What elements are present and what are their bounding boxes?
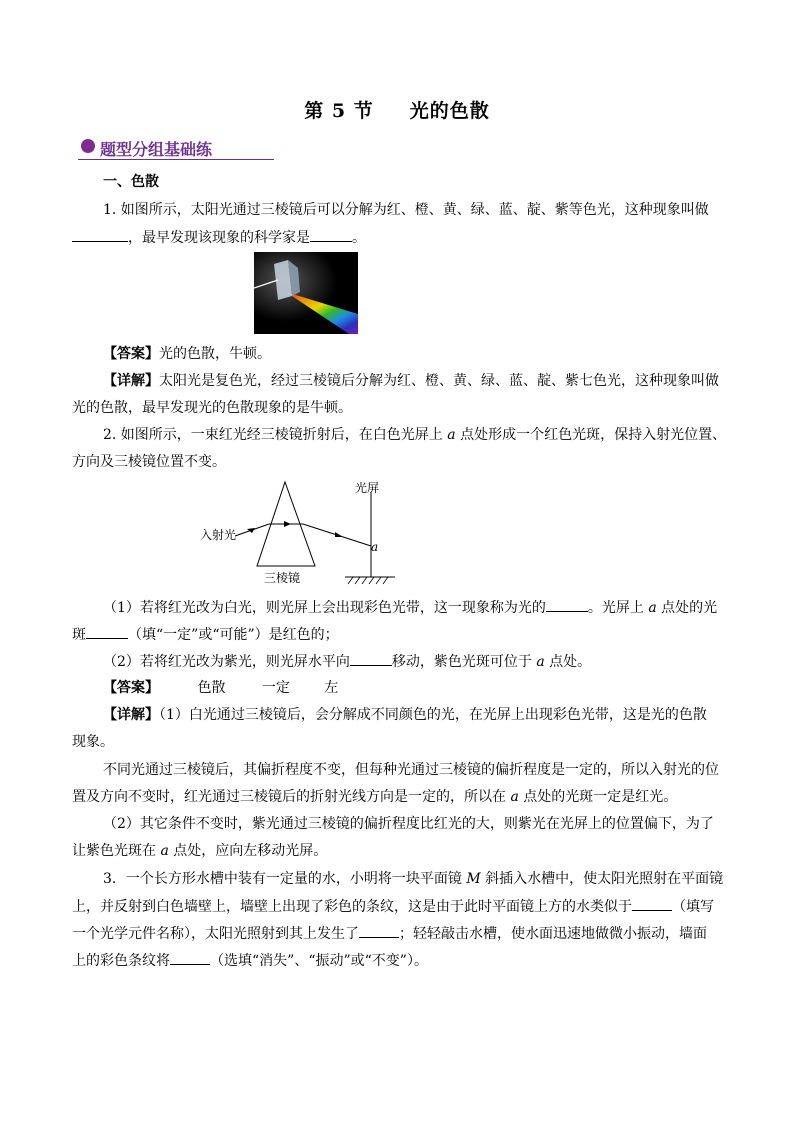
q3-line-1: 3．一个长方形水槽中装有一定量的水，小明将一块平面镜 M 斜插入水槽中，使太阳光照射在平面镜 [103,871,724,887]
q1-line-1: 1. 如图所示，太阳光通过三棱镜后可以分解为红、橙、黄、绿、蓝、靛、紫等色光，这种现象叫做 [103,202,709,218]
q2-detail-line-5: （2）其它条件不变时，紫光通过三棱镜的偏折程度比红光的大，则紫光在光屏上的位置偏下，为了 [103,816,714,832]
section-heading [78,137,274,160]
q2-part-1-line-1: （1）若将红光改为白光，则光屏上会出现彩色光带，这一现象称为光的 。光屏上 a 点处的光 [103,597,717,618]
q3-line-4: 上的彩色条纹将 （选填“消失”、“振动”或“不变”）。 [72,950,428,971]
section-name: 光的色散 [409,100,490,122]
q2-blank-3[interactable] [350,651,392,666]
q3-blank-3[interactable] [170,950,210,965]
q1-answer: 【答案】光的色散，牛顿。 [103,346,271,362]
q2-line-2: 方向及三棱镜位置不变。 [72,454,226,470]
q2-detail-line-2: 现象。 [72,734,114,750]
diagram-label-point-a: a [371,540,379,554]
q3-line-3: 一个光学元件名称），太阳光照射到其上发生了 ；轻轻敲击水槽，使水面迅速地做微小振动，墙面 [72,923,707,944]
q2-detail-line-6: 让紫色光斑在 a 点处，应向左移动光屏。 [72,843,328,859]
diagram-label-prism: 三棱镜 [264,571,301,585]
q1-blank-2[interactable] [310,227,352,242]
section-number: 第 5 节 [304,100,374,122]
bullet-dot-icon [81,139,95,153]
section-heading-text: 题型分组基础练 [100,140,213,159]
q2-blank-2[interactable] [86,624,128,639]
diagram-label-screen: 光屏 [355,481,380,495]
q1-blank-1[interactable] [72,227,128,242]
prism-spectrum-photo [254,252,358,334]
q2-line-1: 2. 如图所示，一束红光经三棱镜折射后，在白色光屏上 a 点处形成一个红色光斑，保持入射光位置、 [103,427,727,443]
q1-detail-line-2: 光的色散，最早发现光的色散现象的是牛顿。 [72,400,352,416]
q1-line-2: ，最早发现该现象的科学家是 。 [72,227,366,248]
q2-detail-line-3: 不同光通过三棱镜后，其偏折程度不变，但每种光通过三棱镜的偏折程度是一定的，所以入射光的位 [103,762,719,778]
q2-blank-1[interactable] [546,597,588,612]
q3-blank-2[interactable] [359,923,399,938]
q2-part-2: （2）若将红光改为紫光，则光屏水平向 移动，紫色光斑可位于 a 点处。 [103,651,591,672]
q3-blank-1[interactable] [632,896,672,911]
q2-answer: 【答案】 色散 一定 左 [103,680,339,696]
subsection-title: 一、色散 [103,174,159,190]
q2-part-1-line-2: 斑 （填“一定”或“可能”）是红色的； [72,624,339,645]
q2-detail-line-1: 【详解】（1）白光通过三棱镜后，会分解成不同颜色的光，在光屏上出现彩色光带，这是光的色散 [103,707,707,723]
page-title [0,96,794,123]
q1-detail-line-1: 【详解】太阳光是复色光，经过三棱镜后分解为红、橙、黄、绿、蓝、靛、紫七色光，这种现象叫做 [103,373,719,389]
q3-line-2: 上，并反射到白色墙壁上，墙壁上出现了彩色的条纹，这是由于此时平面镜上方的水类似于 （填写 [72,896,714,917]
diagram-label-incident: 入射光 [200,528,237,542]
q2-detail-line-4: 置及方向不变时，红光通过三棱镜后的折射光线方向是一定的，所以在 a 点处的光斑一定是红光。 [72,789,678,805]
